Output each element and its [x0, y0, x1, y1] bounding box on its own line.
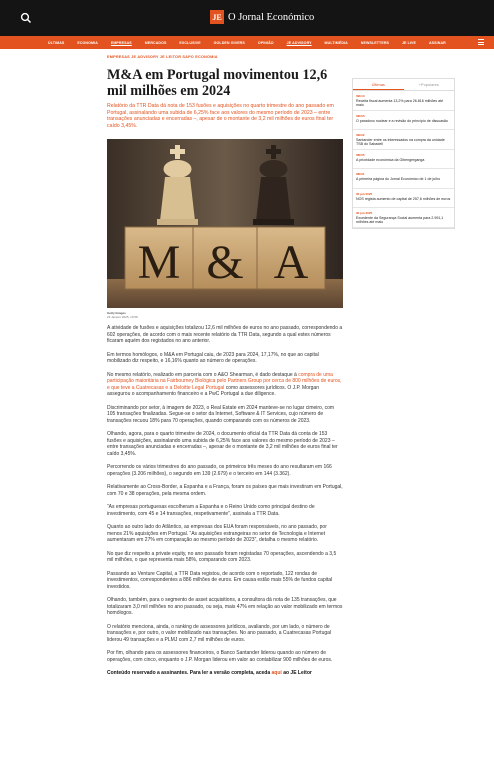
article-paragraph [107, 597, 343, 617]
paragraph-text: Relativamente ao Cross-Border, a Espanha e a França, foram os países que mais investiram em Portugal, com 70 e 38 operações, pela mesma ordem. [107, 484, 343, 497]
news-time: 08h05 [356, 152, 365, 157]
sidebar-news-item[interactable] [353, 169, 454, 189]
news-time: 09h02 [356, 133, 365, 137]
paragraph-text: Percorrendo os vários trimestres do ano passado, os primeiros três meses do ano resultaram em 166 operações (3.206 milhões), o segundo em 139 (2.679) e o terceiro em 144 (3.362). [107, 464, 332, 477]
block-letter-a: A [273, 236, 309, 289]
sidebar-news-item[interactable] [353, 111, 454, 131]
news-headline[interactable]: Receita fiscal aumenta 13,2% para 26.816 milhões até maio [356, 99, 444, 108]
article-paragraph [107, 352, 343, 365]
article-paragraph [107, 571, 343, 591]
paragraph-text: Olhando, agora, para o quarto trimestre de 2024, o documento oficial da TTR Data dá conta de 153 fusões e aquisições, assinalando uma subida de 6,25% face aos valores do mesmo período de 2023 – entre transações anunciadas e encerradas –, apesar de o montante de 3,2 mil milhões de euros final ter caído 3,45%. [107, 431, 338, 457]
nav-item-multim-dia[interactable]: MULTIMÉDIA [324, 40, 348, 45]
logo-mark: JE [210, 10, 224, 24]
nav-item-mercados[interactable]: MERCADOS [144, 40, 167, 45]
article-paragraph [107, 464, 343, 477]
article-title: M&A em Portugal movimentou 12,6 mil milhões em 2024 [107, 67, 328, 99]
paragraph-text: Por fim, olhando para os assessores financeiros, o Banco Santander liderou quando ao número de operações, com cinco, enquanto o J.P. Morgan liderou em valor ao contabilizar 900 milhões de euros. [107, 650, 333, 663]
paywall-text: Conteúdo reservado a assinantes. Para ler a versão completa, aceda [107, 670, 272, 676]
news-time: 09h05 [356, 113, 365, 118]
nav-item-je-advisory[interactable]: JE ADVISORY [286, 40, 312, 45]
article-hero-image [107, 139, 343, 308]
news-headline[interactable]: Santander entre os interessados na compra da unidade TSB do Sabadell [356, 138, 445, 147]
sidebar-list [353, 91, 454, 228]
paragraph-text: Em termos homólogos, o M&A em Portugal caiu, de 2023 para 2024, 17,17%, no que ao capital mobilizado diz respeito, e 16,16% quanto ao número de operações. [107, 351, 319, 364]
article-kicker-wrap [107, 55, 342, 59]
sidebar-news-item[interactable] [353, 130, 454, 150]
nav-item-exclusive[interactable]: EXCLUSIVE [179, 40, 201, 45]
block-letter-amp: & [206, 236, 244, 289]
news-headline[interactable]: NOS regista aumento de capital de 257,6 milhões de euros [356, 196, 451, 201]
sidebar-news-item[interactable] [353, 91, 454, 111]
paragraph-text: No mesmo relatório, realizado em parceria com o A&O Shearman, é dado destaque à [107, 371, 299, 378]
article-paragraph [107, 325, 343, 345]
news-headline[interactable]: A primeira página do Jornal Económico de 1 de julho [356, 177, 441, 181]
sidebar-news-item[interactable] [353, 208, 454, 228]
paragraph-text: “As empresas portuguesas escolheram a Espanha e o Reino Unido como principal destino de investimento, com 45 e 14 transações, respetivamente”, assinala a TTR Data. [107, 504, 315, 517]
news-time: 08h01 [356, 172, 365, 176]
wooden-blocks [125, 227, 325, 289]
nav-item--ltimas[interactable]: ÚLTIMAS [48, 40, 65, 45]
article-paragraph [107, 484, 343, 497]
article-paragraph [107, 372, 343, 398]
latest-news-sidebar [352, 78, 455, 229]
nav-item-je-live[interactable]: JE LIVE [401, 40, 417, 45]
sidebar-tabs [353, 79, 454, 91]
article-paragraph [107, 431, 343, 457]
sidebar-news-item[interactable] [353, 189, 454, 209]
paragraph-text: Quanto ao outro lado do Atlântico, as empresas dos EUA foram responsáveis, no ano passado, por menos 21% aquisições em Portugal. “As aquisições estrangeiras no setor de Tecnologia e Internet aumentaram em 27% em comparação ao mesmo período de 2023”, detalha o mesmo relatório. [107, 524, 327, 543]
paragraph-text: O relatório menciona, ainda, o ranking de assessores jurídicos, avaliando, por um lado, o número de transações e, por outro, o valor mobilizado nas transações. No ano passado, a Cuatrecasas Portugal liderou 49 transações e a PLMJ com 2,7 mil milhões de euros. [107, 623, 332, 643]
news-time: 30 jun 2025 [356, 211, 373, 215]
article-paragraph [107, 650, 343, 663]
article-paragraph [107, 524, 343, 544]
article-kicker[interactable]: EMPRESAS JE ADVISORY JE LEITOR SAPO ECONOMIA [107, 55, 218, 59]
news-time: 30 jun 2025 [356, 191, 373, 196]
news-headline[interactable]: O paradoxo nuclear e a revisão do princípio de dissuasão [356, 118, 448, 123]
tab-latest[interactable]: Últimas [353, 79, 404, 90]
nav-item-empresas[interactable]: EMPRESAS [110, 40, 132, 45]
paragraph-text: Passando ao Venture Capital, a TTR Data registou, de acordo com o reportado, 122 rondas de investimentos, correspondentes a 886 milhões de euros. Em causa estão mais 55% de fundos capital investidos. [107, 570, 333, 590]
top-bar [0, 0, 494, 36]
site-logo[interactable] [210, 10, 314, 24]
paywall-text-end: ao JE Leitor [281, 670, 312, 676]
nav-item-economia[interactable]: ECONOMIA [77, 40, 98, 45]
article-paragraph [107, 405, 343, 425]
inline-link[interactable]: compra de uma participação maioritária na Fairbourney Biológica pelo Partners Group por cerca de 800 milhões de euros, e que teve a Cuatrecasas e a Deloitte Legal Portugal [107, 371, 342, 391]
logo-text: O Jornal Económico [228, 11, 315, 23]
news-headline[interactable]: A prioridade económica da Gibengerganga [356, 157, 425, 162]
block-letter-m: M [137, 236, 181, 289]
search-icon[interactable] [20, 12, 32, 24]
sidebar-news-item[interactable] [353, 150, 454, 170]
news-time: 09h13 [356, 94, 365, 98]
nav-item-assinar[interactable]: ASSINAR [428, 40, 446, 45]
article-paragraph [107, 504, 343, 517]
article-paragraph [107, 624, 343, 644]
news-headline[interactable]: Excedente da Segurança Social aumenta para 2.991,1 milhões até maio [356, 216, 444, 225]
paywall-link[interactable]: aqui [271, 670, 282, 676]
article-paragraph [107, 551, 343, 564]
nav-item-golden-givers[interactable]: GOLDEN GIVERS [213, 40, 245, 45]
nav-item-opini-o[interactable]: OPINIÃO [257, 40, 274, 45]
hamburger-menu-icon[interactable] [478, 39, 484, 45]
tab-popular[interactable]: +Populares [418, 82, 439, 87]
paywall-notice [107, 670, 343, 677]
main-nav [0, 36, 494, 49]
article-body [107, 325, 343, 684]
chess-blocks-illustration [107, 139, 343, 308]
nav-item-newsletters[interactable]: NEWSLETTERS [360, 40, 390, 45]
paragraph-text: como assessores jurídicos. O J.P. Morgan assegurou o acompanhamento financeiro e a PwC Portugal a due diligence. [107, 384, 319, 397]
paragraph-text: Olhando, também, para o segmento de asset acquisitions, a consultora dá nota de 135 transações, que totalizaram 3,0 mil milhões no ano passado, ou seja, mais 47% em relação ao valor mobilizado em termos homólogos. [107, 597, 343, 616]
article-date: 23 Janeiro 2025, 19:58 [107, 315, 138, 319]
paragraph-text: No que diz respeito a private equity, no ano passado foram registadas 70 operações, ascendendo a 3,5 mil milhões, o que representa mais 58%, comparando com 2023. [107, 550, 337, 563]
paragraph-text: A atividade de fusões e aquisições totalizou 12,6 mil milhões de euros no ano passado, correspondendo a 602 operações, de acordo com o mais recente relatório da TTR Data, segundo a qual estes números ficaram aquém dos registados no ano anterior. [107, 325, 343, 344]
article-lead: Relatório da TTR Data dá nota de 153 fusões e aquisições no quarto trimestre do ano passado em Portugal, assinalando uma subida de 6,25% face aos valores do mesmo período de 2023 – entre transações anunciadas e encerradas –, apesar de o montante de 3,2 mil milhões de euros final ter caído 3,45%. [107, 103, 334, 129]
image-credit: Getty Images [107, 311, 126, 315]
paragraph-text: Discriminando por setor, à imagem de 2023, o Real Estate em 2024 manteve-se no lugar cimeiro, com 105 transações finalizadas. Segue-se o setor da Internet, Software & IT Services, cujo número de transações recuou 18% para 70 operações, quando comparando com os números de 2023. [107, 404, 335, 424]
